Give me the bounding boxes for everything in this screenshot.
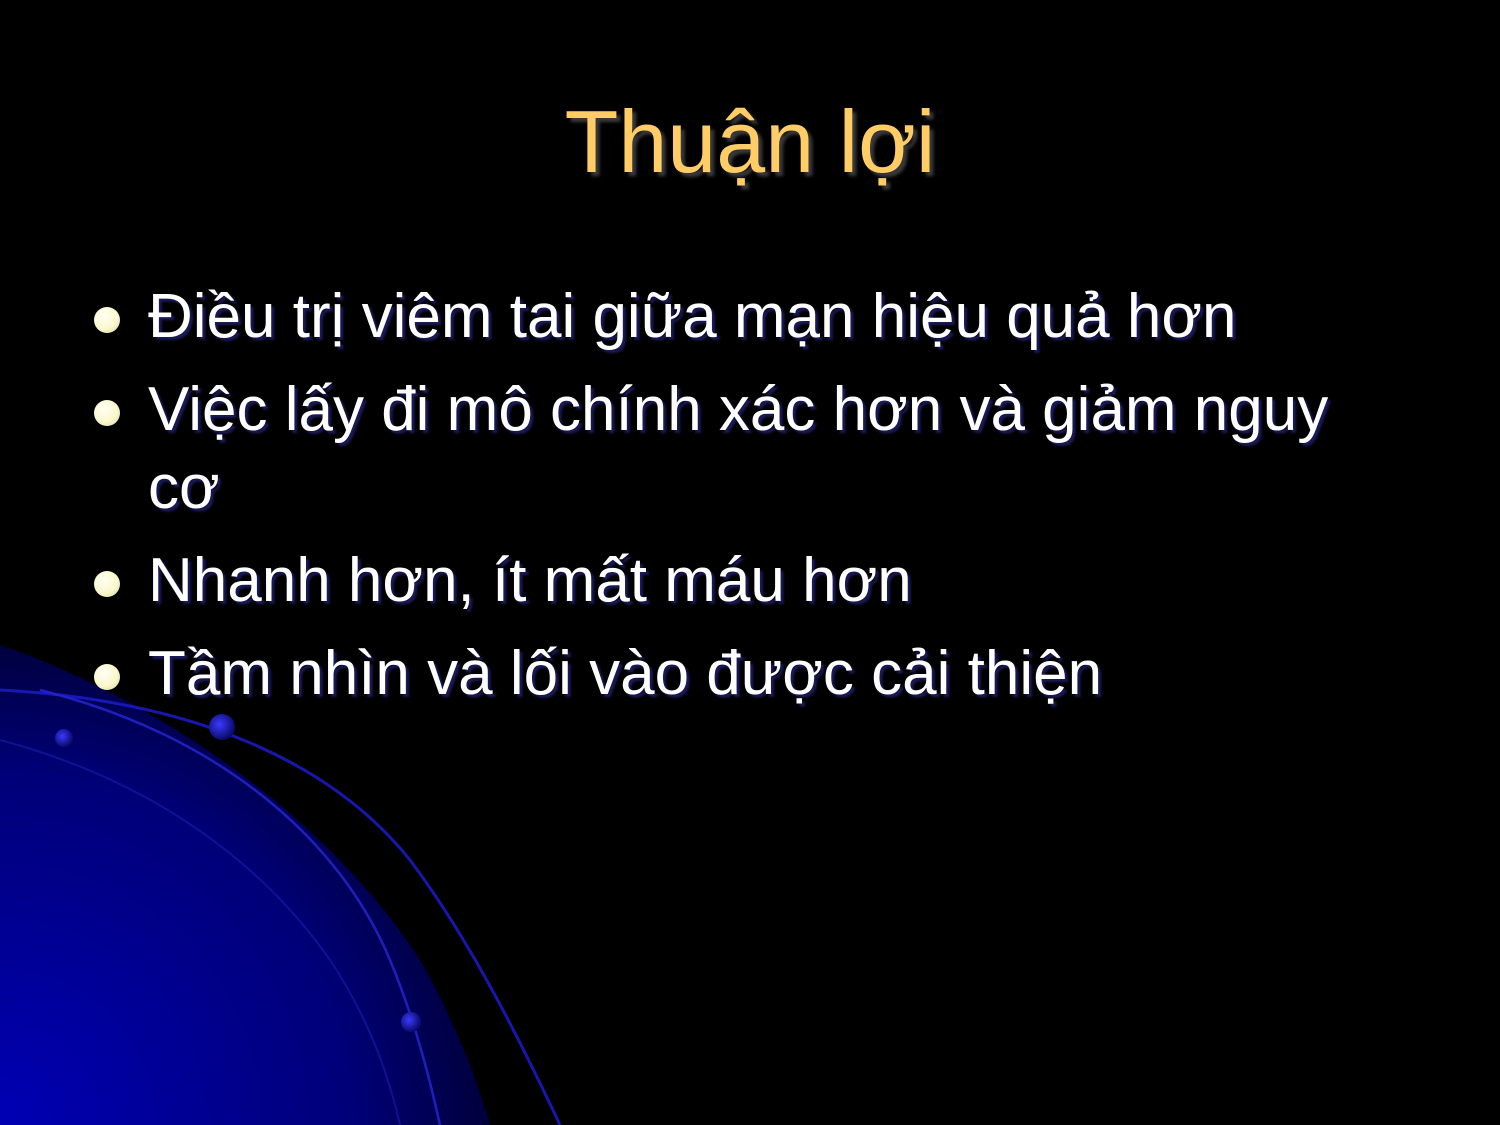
bullet-item [88, 371, 1408, 527]
bullet-dot-icon [94, 307, 120, 333]
bullet-dot-icon [94, 400, 120, 426]
bullet-item [88, 635, 1408, 713]
bullet-item [88, 278, 1408, 356]
bullet-item [88, 542, 1408, 620]
slide-title: Thuận lợi [564, 92, 936, 191]
bullet-dot-icon [94, 664, 120, 690]
bullet-text: Tầm nhìn và lối vào được cải thiện [148, 639, 1103, 708]
bullet-list [88, 278, 1408, 728]
bullet-text: Điều trị viêm tai giữa mạn hiệu quả hơn [148, 282, 1237, 351]
bullet-dot-icon [94, 571, 120, 597]
orb-bottom [401, 1012, 421, 1032]
bullet-text: Việc lấy đi mô chính xác hơn và giảm nguy cơ [148, 375, 1329, 522]
bullet-text: Nhanh hơn, ít mất máu hơn [148, 546, 912, 615]
orb-left [55, 729, 73, 747]
